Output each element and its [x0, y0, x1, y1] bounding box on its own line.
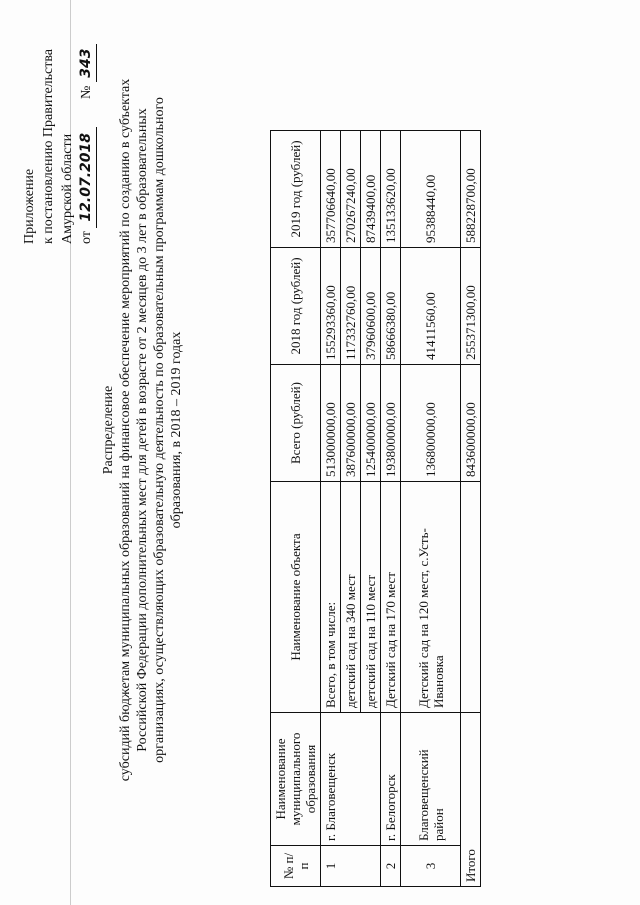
- appendix-line-2: к постановлению Правительства: [41, 48, 56, 244]
- row-object: Детский сад на 170 мест: [381, 482, 401, 713]
- row-2018: 155293360,00: [321, 248, 341, 365]
- row-object: Детский сад на 120 мест, с.Усть-Ивановка: [401, 482, 461, 713]
- row-2018: 58666380,00: [381, 248, 401, 365]
- header-municipality: Наименование муниципального образования: [271, 713, 321, 846]
- number-prefix: №: [79, 85, 94, 99]
- row-2018: 117332760,00: [341, 248, 361, 365]
- table-row: [321, 131, 341, 887]
- row-total: 387600000,00: [341, 365, 361, 482]
- header-2018: 2018 год (рублей): [271, 248, 321, 365]
- total-2019: 588228700,00: [461, 131, 481, 248]
- row-num: 2: [381, 846, 401, 887]
- row-2019: 135133620,00: [381, 131, 401, 248]
- row-num: 1: [321, 846, 381, 887]
- header-num: № п/п: [271, 846, 321, 887]
- row-object: детский сад на 340 мест: [341, 482, 361, 713]
- table-row: [401, 131, 461, 887]
- row-2018: 41411560,00: [401, 248, 461, 365]
- row-municipality: г. Благовещенск: [321, 713, 381, 846]
- title-heading: Распределение: [101, 385, 116, 475]
- header-2019: 2019 год (рублей): [271, 131, 321, 248]
- document-title: [100, 5, 185, 855]
- appendix-line-1: Приложение: [22, 168, 37, 244]
- total-object-empty: [461, 482, 481, 713]
- row-2019: 270267240,00: [341, 131, 361, 248]
- row-2019: 87439400,00: [361, 131, 381, 248]
- distribution-table: [270, 130, 481, 887]
- total-2018: 255371300,00: [461, 248, 481, 365]
- row-2018: 37960600,00: [361, 248, 381, 365]
- table-row: [381, 131, 401, 887]
- title-line-1: субсидий бюджетам муниципальных образований на финансовое обеспечение мероприятий по созданию в субъектах: [118, 78, 133, 782]
- row-2019: 95388440,00: [401, 131, 461, 248]
- row-municipality: Благовещенский район: [401, 713, 461, 846]
- row-total: 136800000,00: [401, 365, 461, 482]
- handwritten-number: 343: [77, 44, 97, 82]
- table-total-row: [461, 131, 481, 887]
- appendix-date-line: [77, 44, 97, 244]
- row-object: Всего, в том числе:: [321, 482, 341, 713]
- total-label: Итого: [461, 713, 481, 887]
- row-num: 3: [401, 846, 461, 887]
- header-total: Всего (рублей): [271, 365, 321, 482]
- row-total: 193800000,00: [381, 365, 401, 482]
- header-object: Наименование объекта: [271, 482, 321, 713]
- row-object: детский сад на 110 мест: [361, 482, 381, 713]
- row-total: 513000000,00: [321, 365, 341, 482]
- title-line-2: Российской Федерации дополнительных мест для детей в возрасте от 2 месяцев до 3 лет в образовательных: [135, 108, 150, 752]
- handwritten-date: 12.07.2018: [77, 127, 97, 228]
- table-header-row: [271, 131, 321, 887]
- appendix-line-3: Амурской области: [60, 133, 75, 244]
- total-sum: 843600000,00: [461, 365, 481, 482]
- row-municipality: г. Белогорск: [381, 713, 401, 846]
- title-line-3: организациях, осуществляющих образовательную деятельность по образовательным программам дошкольного: [152, 97, 167, 763]
- date-prefix: от: [79, 231, 94, 244]
- row-2019: 357706640,00: [321, 131, 341, 248]
- title-line-4: образования, в 2018 – 2019 годах: [169, 331, 184, 529]
- row-total: 125400000,00: [361, 365, 381, 482]
- appendix-block: [20, 44, 97, 244]
